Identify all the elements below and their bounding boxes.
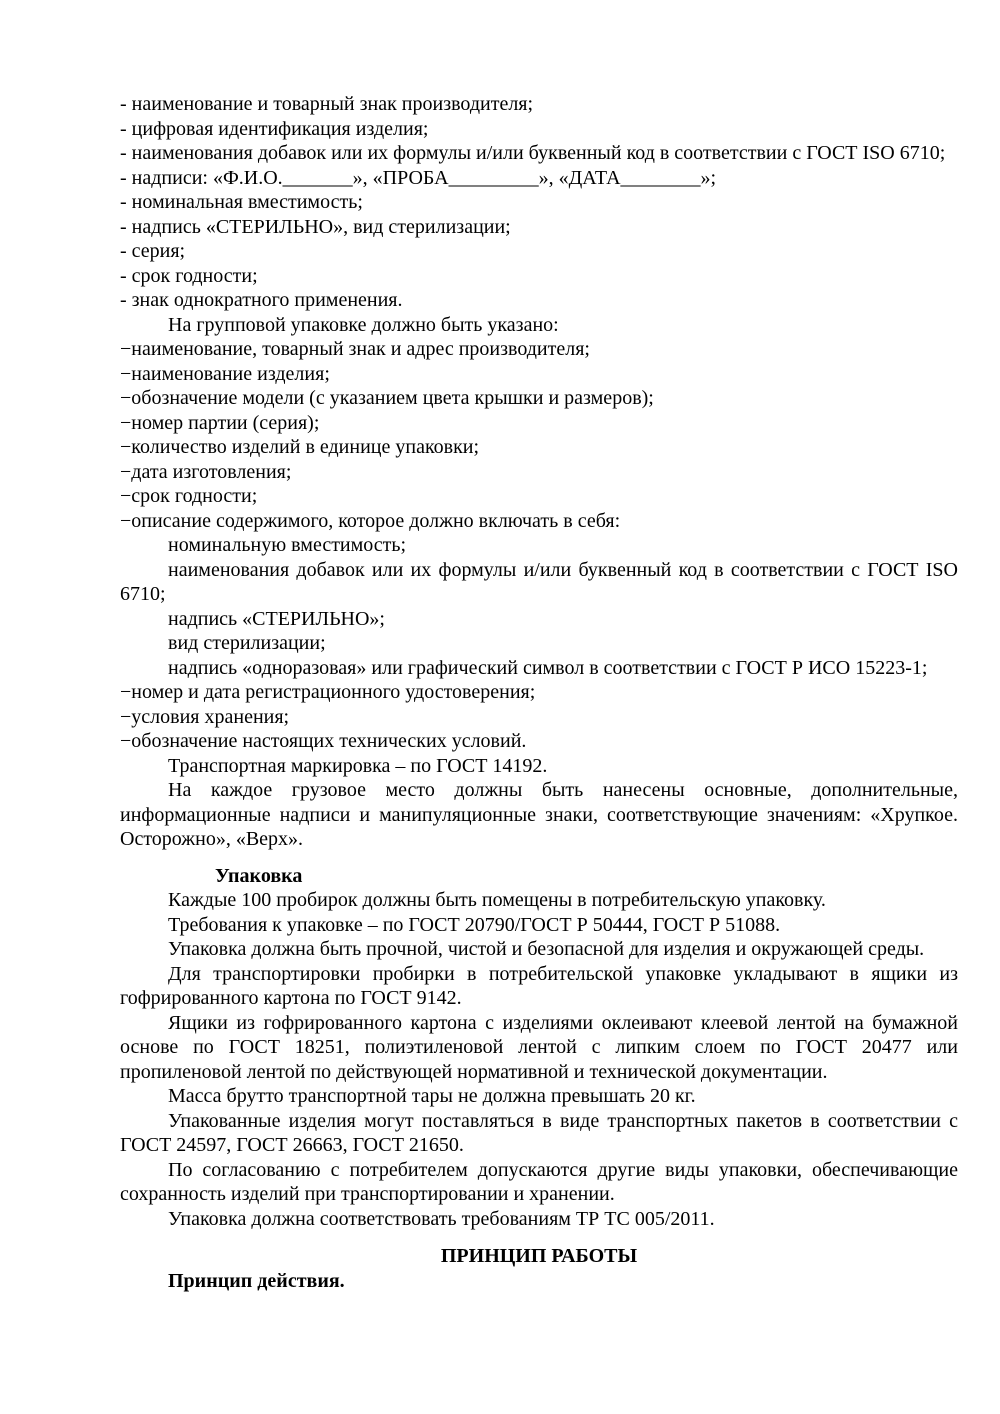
sub-list-item: наименования добавок или их формулы и/или буквенный код в соответствии с ГОСТ ISO 6710; xyxy=(120,558,958,605)
sub-list-item: номинальную вместимость; xyxy=(168,534,407,556)
paragraph: Ящики из гофрированного картона с изделиями оклеивают клеевой лентой на бумажной основе по ГОСТ 18251, полиэтиленовой лентой с липким слоем по ГОСТ 20477 или пропиленовой лентой по действующей нормативной и технической документации. xyxy=(120,1011,958,1083)
list-item-dash: −номер партии (серия); xyxy=(120,411,320,434)
list-item-hyphen: - срок годности; xyxy=(120,264,258,287)
sub-list-item: надпись «СТЕРИЛЬНО»; xyxy=(168,607,385,630)
chapter-heading: ПРИНЦИП РАБОТЫ xyxy=(440,1245,638,1267)
list-item-dash: −дата изготовления; xyxy=(120,460,292,483)
paragraph: Упаковка должна быть прочной, чистой и безопасной для изделия и окружающей среды. xyxy=(168,938,925,960)
paragraph: Упаковка должна соответствовать требованиям ТР ТС 005/2011. xyxy=(168,1207,715,1230)
list-item-dash: −номер и дата регистрационного удостоверения; xyxy=(120,681,536,703)
paragraph: На каждое грузовое место должны быть нанесены основные, дополнительные, информационные надписи и манипуляционные знаки, соответствующие значениям: «Хрупкое. Осторожно», «Верх». xyxy=(120,779,958,850)
list-item-hyphen: - серия; xyxy=(120,240,186,262)
section-heading-upakovka: Упаковка xyxy=(215,864,303,887)
paragraph: Каждые 100 пробирок должны быть помещены в потребительскую упаковку. xyxy=(168,889,826,911)
list-item-dash: −наименование изделия; xyxy=(120,362,330,385)
paragraph-lead: Принцип действия. xyxy=(168,1269,345,1292)
paragraph: На групповой упаковке должно быть указано: xyxy=(168,313,559,336)
paragraph: Требования к упаковке – по ГОСТ 20790/ГОСТ Р 50444, ГОСТ Р 51088. xyxy=(168,913,781,936)
list-item-dash: −обозначение настоящих технических условий. xyxy=(120,730,527,752)
sub-list-item: вид стерилизации; xyxy=(168,632,326,654)
list-item-dash: −срок годности; xyxy=(120,485,258,507)
paragraph: Транспортная маркировка – по ГОСТ 14192. xyxy=(168,754,548,777)
list-item-hyphen: - наименования добавок или их формулы и/или буквенный код в соответствии с ГОСТ ISO 6710; xyxy=(120,142,946,164)
paragraph: Для транспортировки пробирки в потребительской упаковке укладывают в ящики из гофрированного картона по ГОСТ 9142. xyxy=(120,962,958,1009)
list-item-hyphen: - знак однократного применения. xyxy=(120,289,403,311)
list-item-hyphen: - цифровая идентификация изделия; xyxy=(120,117,429,140)
list-item-dash: −количество изделий в единице упаковки; xyxy=(120,436,480,458)
list-item-dash: −описание содержимого, которое должно включать в себя: xyxy=(120,509,621,532)
list-item-dash: −обозначение модели (с указанием цвета крышки и размеров); xyxy=(120,387,654,409)
sub-list-item: надпись «одноразовая» или графический символ в соответствии с ГОСТ Р ИСО 15223-1; xyxy=(168,656,928,679)
paragraph: По согласованию с потребителем допускаются другие виды упаковки, обеспечивающие сохранность изделий при транспортировании и хранении. xyxy=(120,1158,958,1205)
list-item-hyphen: - надпись «СТЕРИЛЬНО», вид стерилизации; xyxy=(120,215,511,238)
paragraph: Упакованные изделия могут поставляться в виде транспортных пакетов в соответствии с ГОСТ 24597, ГОСТ 26663, ГОСТ 21650. xyxy=(120,1109,958,1156)
list-item-hyphen: - надписи: «Ф.И.О._______», «ПРОБА_________», «ДАТА________»; xyxy=(120,166,717,189)
list-item-hyphen: - наименование и товарный знак производителя; xyxy=(120,93,534,115)
list-item-hyphen: - номинальная вместимость; xyxy=(120,191,363,213)
paragraph: Масса брутто транспортной тары не должна превышать 20 кг. xyxy=(168,1085,696,1107)
list-item-dash: −условия хранения; xyxy=(120,705,290,728)
list-item-dash: −наименование, товарный знак и адрес производителя; xyxy=(120,338,590,360)
